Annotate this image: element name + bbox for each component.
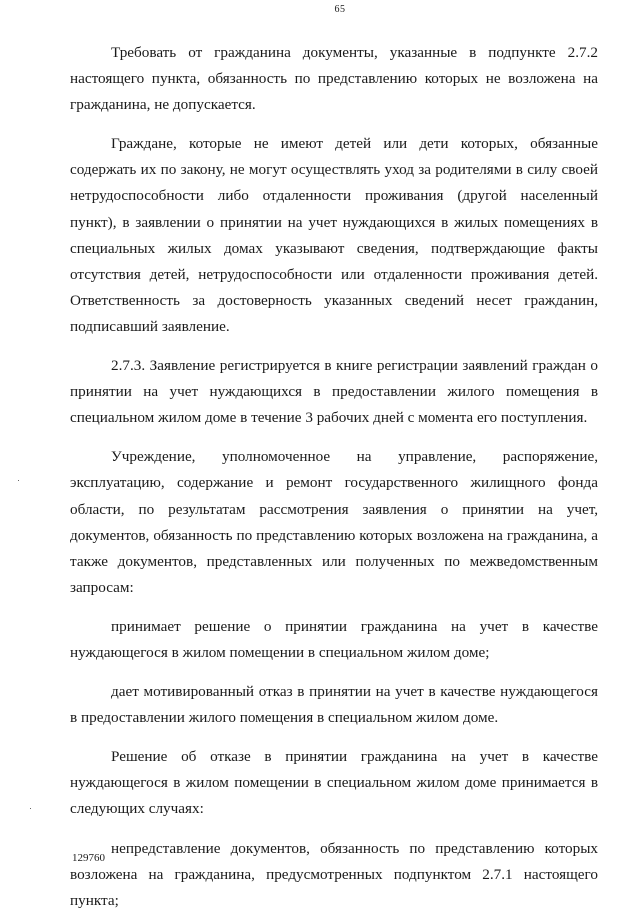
- document-code: 129760: [72, 852, 105, 864]
- page-number: 65: [334, 4, 346, 15]
- paragraph-non-submission: непредставление документов, обязанность по представлению которых возложена на гражданина, предусмотренных подпунктом 2.7.1 настоящего пункта;: [70, 839, 598, 909]
- paragraph-decision-accept: принимает решение о принятии гражданина на учет в качестве нуждающегося в жилом помещении в специальном жилом доме;: [70, 617, 598, 661]
- document-body: [70, 40, 598, 914]
- paragraph-authorized-institution: Учреждение, уполномоченное на управление, распоряжение, эксплуатацию, содержание и ремонт государственного жилищного фонда области, по результатам рассмотрения заявления о принятии на учет, документов, обязанность по представлению которых возложена на гражданина, а также документов, представленных или полученных по межведомственным запросам:: [70, 448, 598, 596]
- scan-artifact: [30, 808, 31, 809]
- paragraph-documents-not-required: Требовать от гражданина документы, указанные в подпункте 2.7.2 настоящего пункта, обязанность по представлению которых не возложена на гражданина, не допускается.: [70, 44, 598, 114]
- scan-artifact: [18, 480, 19, 481]
- paragraph-2-7-3-registration: 2.7.3. Заявление регистрируется в книге регистрации заявлений граждан о принятии на учет нуждающихся в предоставлении жилого помещения в специальном жилом доме в течение 3 рабочих дней с момента его поступления.: [70, 357, 598, 427]
- paragraph-decision-refuse: дает мотивированный отказ в принятии на учет в качестве нуждающегося в предоставлении жилого помещения в специальном жилом доме.: [70, 683, 598, 727]
- paragraph-childless-citizens: Граждане, которые не имеют детей или дети которых, обязанные содержать их по закону, не могут осуществлять уход за родителями в силу своей нетрудоспособности либо отдаленности проживания (другой населенный пункт), в заявлении о принятии на учет нуждающихся в жилых помещениях в специальных жилых домах указывают сведения, подтверждающие факты отсутствия детей, нетрудоспособности или отдаленности проживания детей. Ответственность за достоверность указанных сведений несет гражданин, подписавший заявление.: [70, 135, 598, 335]
- paragraph-refusal-cases: Решение об отказе в принятии гражданина на учет в качестве нуждающегося в жилом помещении в специальном жилом доме принимается в следующих случаях:: [70, 748, 598, 818]
